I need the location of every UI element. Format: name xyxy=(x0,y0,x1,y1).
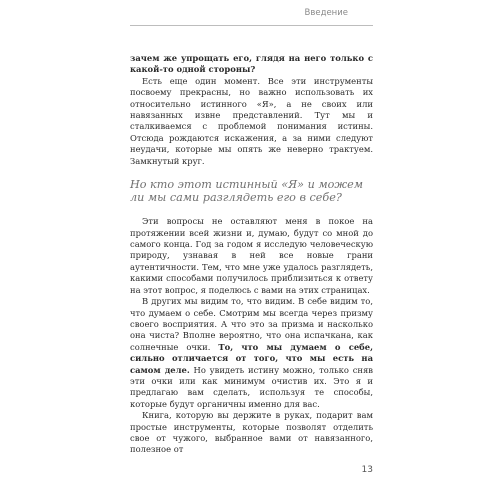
paragraph-2 xyxy=(130,76,373,167)
body-text xyxy=(130,53,373,456)
paragraph-4-text-b: Но увидеть истину можно, только сняв эти очки или как минимум очистив их. Это я и предлагаю вам сделать, используя те способы, которые будут органичны именно для вас. xyxy=(130,364,373,409)
paragraph-1-bold: зачем же упрощать его, глядя на него только с какой-то одной стороны? xyxy=(130,53,373,75)
paragraph-3 xyxy=(130,216,373,296)
paragraph-4 xyxy=(130,296,373,410)
paragraph-5-text: Книга, которую вы держите в руках, подарит вам простые инструменты, которые позволят отделить свое от чужого, выбранное вами от навязанного, полезное от xyxy=(130,410,373,455)
paragraph-3-text: Эти вопросы не оставляют меня в покое на протяжении всей жизни и, думаю, будут со мной до самого конца. Год за годом я исследую человеческую природу, узнавая в ней все новые грани аутентичности. Тем, что мне уже удалось разглядеть, какими способами получилось приблизиться к ответу на этот вопрос, я поделюсь с вами на этих страницах. xyxy=(130,216,373,295)
paragraph-1 xyxy=(130,53,373,76)
paragraph-5 xyxy=(130,410,373,456)
paragraph-4-text-a: В других мы видим то, что видим. В себе видим то, что думаем о себе. Смотрим мы всегда через призму своего восприятия. А что это за призма и насколько она чиста? Вполне вероятно, что она испачкана, как солнечные очки. xyxy=(130,296,373,352)
paragraph-4-bold: То, что мы думаем о себе, сильно отличается от того, что мы есть на самом деле. xyxy=(130,341,373,375)
page-number: 13 xyxy=(361,465,373,475)
header-rule xyxy=(130,25,373,26)
pull-quote: Но кто этот истинный «Я» и можем ли мы сами разглядеть его в себе? xyxy=(130,178,363,204)
paragraph-2-text: Есть еще один момент. Все эти инструменты посвоему прекрасны, но важно использовать их относительно истинного «Я», а не своих или навязанных извне представлений. Тут мы и сталкиваемся с проблемой понимания истины. Отсюда рождаются искажения, а за ними следуют неудачи, которые мы опять же неверно трактуем. Замкнутый круг. xyxy=(130,75,373,166)
running-head: Введение xyxy=(304,8,348,18)
